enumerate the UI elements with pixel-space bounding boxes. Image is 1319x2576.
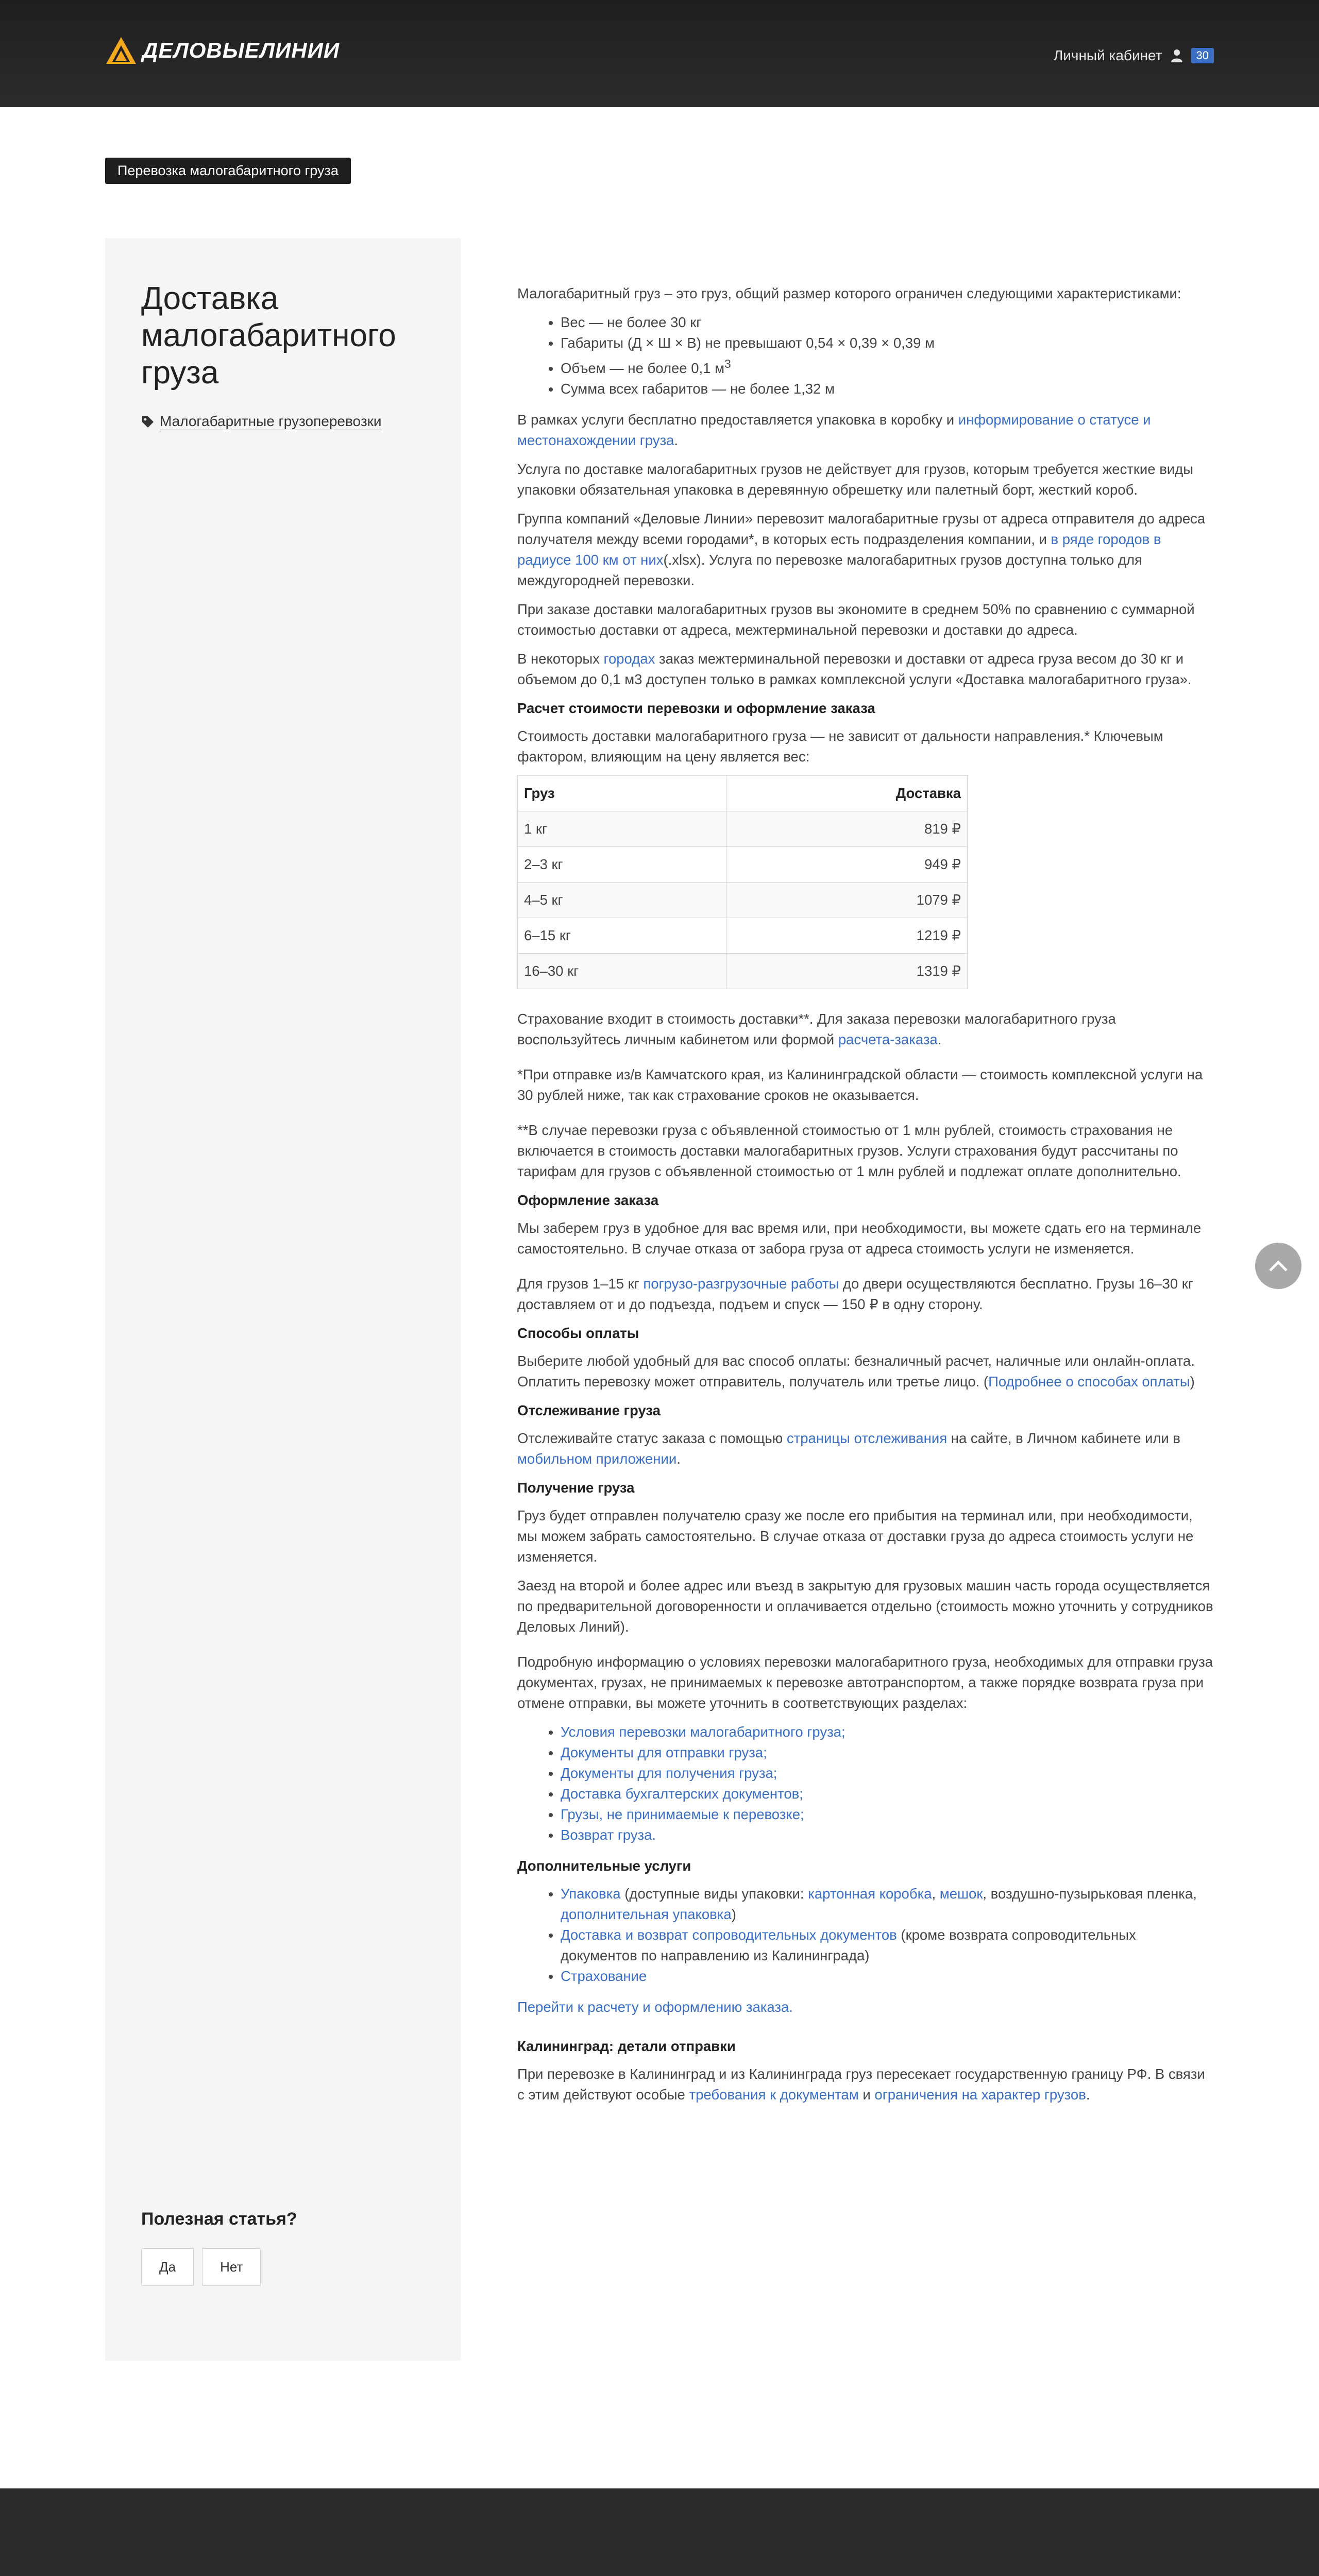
- limits-list: [561, 312, 1214, 399]
- user-icon: [1171, 49, 1183, 62]
- table-row: [518, 954, 968, 989]
- return-link[interactable]: Возврат груза.: [561, 1827, 656, 1843]
- conditions-link[interactable]: Условия перевозки малогабаритного груза;: [561, 1724, 845, 1740]
- table-row: [518, 918, 968, 954]
- section-heading: Дополнительные услуги: [517, 1858, 691, 1874]
- weight-cell: 6–15 кг: [518, 918, 726, 954]
- paragraph: [517, 1274, 1214, 1315]
- text: и: [858, 2087, 875, 2103]
- section-heading: Оформление заказа: [517, 1192, 659, 1209]
- weight-cell: 1 кг: [518, 811, 726, 847]
- site-footer: [0, 2488, 1319, 2576]
- list-item: [561, 1966, 1214, 1987]
- chevron-up-icon: [1268, 1259, 1289, 1273]
- text: В рамках услуги бесплатно предоставляется упаковка в коробку и: [517, 412, 958, 428]
- cabinet-label: Личный кабинет: [1053, 47, 1162, 63]
- section-heading: Расчет стоимости перевозки и оформление заказа: [517, 700, 875, 717]
- superscript: 3: [724, 357, 731, 370]
- accounting-docs-link[interactable]: Доставка бухгалтерских документов;: [561, 1786, 803, 1802]
- limit-item: • Вес — не более 30 кг: [561, 312, 1214, 333]
- useful-title: Полезная статья?: [141, 2209, 297, 2229]
- logo-text: ДЕЛОВЫЕЛИНИИ: [142, 38, 340, 62]
- docs-requirements-link[interactable]: требования к документам: [689, 2087, 859, 2103]
- text: Отслеживайте статус заказа с помощью: [517, 1430, 787, 1447]
- list-item: [561, 1763, 1214, 1784]
- receive-docs-link[interactable]: Документы для получения груза;: [561, 1765, 777, 1782]
- paragraph: [517, 410, 1214, 451]
- text: до двери осуществляются бесплатно. Грузы 16–30 кг доставляем от и до подъезда, подъем и спуск — 150 ₽ в одну сторону.: [517, 1276, 1193, 1313]
- vote-buttons: [141, 2248, 261, 2286]
- text: , воздушно-пузырьковая пленка,: [983, 1886, 1197, 1902]
- weight-cell: 4–5 кг: [518, 883, 726, 918]
- cities-link[interactable]: городах: [603, 651, 655, 667]
- tracking-page-link[interactable]: страницы отслеживания: [786, 1430, 948, 1447]
- related-links-list: [561, 1722, 1214, 1845]
- text: на сайте, в Личном кабинете или в: [947, 1430, 1181, 1447]
- price-table: [517, 775, 968, 989]
- text: При перевозке в Калининград и из Калининграда груз пересекает государственную границу РФ. В связи с этим действуют особые: [517, 2066, 1205, 2103]
- text: В некоторых: [517, 651, 604, 667]
- side-panel: [105, 238, 461, 2361]
- table-header-row: [518, 776, 968, 811]
- paragraph: Мы заберем груз в удобное для вас время или, при необходимости, вы можете сдать его на терминале самостоятельно. В случае отказа от забора груза от адреса стоимость услуги не изменяется.: [517, 1220, 1202, 1257]
- column-header: Доставка: [726, 776, 968, 811]
- price-cell: 949 ₽: [726, 847, 968, 883]
- section-heading: Калининград: детали отправки: [517, 2038, 736, 2055]
- payment-methods-link[interactable]: Подробнее о способах оплаты: [988, 1374, 1190, 1390]
- text: ): [731, 1906, 736, 1923]
- limit-item: • Габариты (Д × Ш × В) не превышают 0,54 × 0,39 × 0,39 м: [561, 333, 1214, 353]
- vote-yes-button[interactable]: Да: [141, 2248, 194, 2286]
- send-docs-link[interactable]: Документы для отправки груза;: [561, 1744, 767, 1761]
- paragraph: [517, 1009, 1214, 1050]
- intro-text: Малогабаритный груз – это груз, общий размер которого ограничен следующими характеристиками:: [517, 285, 1181, 301]
- documents-return-link[interactable]: Доставка и возврат сопроводительных документов: [561, 1927, 897, 1943]
- price-cell: 1219 ₽: [726, 918, 968, 954]
- status-info-link[interactable]: информирование о статусе и местонахождении груза: [517, 412, 1151, 449]
- text: Выберите любой удобный для вас способ оплаты: безналичный расчет, наличные или онлайн-оплата. Оплатить перевозку может отправитель, получатель или третье лицо. (: [517, 1353, 1195, 1390]
- paragraph: [517, 1351, 1214, 1392]
- price-cell: 1319 ₽: [726, 954, 968, 989]
- extra-services-list: [561, 1884, 1214, 1987]
- footnote: **В случае перевозки груза с объявленной стоимостью от 1 млн рублей, стоимость страхования не включается в стоимость доставки малогабаритных грузов. Услуги страхования будут рассчитаны по тарифам для грузов с объявленной стоимостью от 1 млн рублей и подлежат оплате дополнительно.: [517, 1122, 1181, 1180]
- loading-works-link[interactable]: погрузо-разгрузочные работы: [643, 1276, 839, 1292]
- not-accepted-link[interactable]: Грузы, не принимаемые к перевозке;: [561, 1806, 804, 1823]
- packaging-link[interactable]: Упаковка: [561, 1886, 621, 1902]
- tag-icon: [141, 415, 155, 429]
- limit-item: • Сумма всех габаритов — не более 1,32 м: [561, 379, 1214, 399]
- site-header: [0, 0, 1319, 107]
- paragraph: [517, 2064, 1214, 2105]
- paragraph: Стоимость доставки малогабаритного груза — не зависит от дальности направления.* Ключевым фактором, влияющим на цену является вес:: [517, 728, 1163, 765]
- paragraph: Услуга по доставке малогабаритных грузов не действует для грузов, которым требуется жесткие виды упаковки обязательная упаковка в деревянную обрешетку или палетный борт, жесткий короб.: [517, 461, 1193, 498]
- cities-radius-link[interactable]: в ряде городов в радиусе 100 км от них: [517, 531, 1161, 568]
- section-heading: Получение груза: [517, 1480, 635, 1496]
- order-form-link[interactable]: расчета-заказа: [838, 1031, 938, 1048]
- go-to-calc-link[interactable]: Перейти к расчету и оформлению заказа.: [517, 1999, 793, 2015]
- list-item: [561, 1784, 1214, 1804]
- paragraph: [517, 1997, 1214, 2018]
- bag-link[interactable]: мешок: [939, 1886, 983, 1902]
- price-cell: 819 ₽: [726, 811, 968, 847]
- limit-item: [561, 353, 1214, 379]
- carton-box-link[interactable]: картонная коробка: [808, 1886, 932, 1902]
- personal-cabinet-link[interactable]: [1054, 47, 1214, 64]
- text: ,: [932, 1886, 940, 1902]
- text: .: [677, 1451, 681, 1467]
- column-header: Груз: [518, 776, 726, 811]
- paragraph: [517, 649, 1214, 690]
- list-item: [561, 1722, 1214, 1742]
- category-tag-label: Малогабаритные грузоперевозки: [160, 413, 382, 429]
- text: .: [674, 432, 679, 449]
- list-item: [561, 1742, 1214, 1763]
- insurance-link[interactable]: Страхование: [561, 1968, 647, 1985]
- cargo-restrictions-link[interactable]: ограничения на характер грузов: [874, 2087, 1086, 2103]
- mobile-app-link[interactable]: мобильном приложении: [517, 1451, 677, 1467]
- list-item: [561, 1825, 1214, 1845]
- text: .: [937, 1031, 942, 1048]
- paragraph: Груз будет отправлен получателю сразу же после его прибытия на терминал или, при необходимости, мы можем забрать самостоятельно. В случае отказа от доставки груза до адреса стоимость услуги не изменяется.: [517, 1507, 1194, 1565]
- weight-cell: 2–3 кг: [518, 847, 726, 883]
- list-item: [561, 1925, 1214, 1966]
- logo-mark-icon: [105, 36, 137, 65]
- paragraph: Заезд на второй и более адрес или въезд в закрытую для грузовых машин часть города осуществляется по предварительной договоренности и оплачивается отдельно (стоимость можно уточнить у сотрудников Деловых Линий).: [517, 1578, 1213, 1635]
- footnote: *При отправке из/в Камчатского края, из Калининградской области — стоимость комплексной услуги на 30 рублей ниже, так как страхование сроков не оказывается.: [517, 1066, 1203, 1104]
- text: (.xlsx). Услуга по перевозке малогабаритных грузов доступна только для междугородней перевозки.: [517, 552, 1142, 589]
- scroll-to-top-button[interactable]: [1255, 1243, 1301, 1289]
- breadcrumb[interactable]: Перевозка малогабаритного груза: [105, 158, 351, 184]
- cabinet-badge: 30: [1191, 48, 1214, 63]
- table-row: [518, 847, 968, 883]
- table-row: [518, 811, 968, 847]
- text: Для грузов 1–15 кг: [517, 1276, 644, 1292]
- paragraph: При заказе доставки малогабаритных грузов вы экономите в среднем 50% по сравнению с суммарной стоимостью доставки от адреса, межтерминальной перевозки и доставки до адреса.: [517, 601, 1195, 638]
- paragraph: [517, 509, 1214, 591]
- text: (доступные виды упаковки:: [620, 1886, 808, 1902]
- extra-packaging-link[interactable]: дополнительная упаковка: [561, 1906, 732, 1923]
- limit-text: Объем — не более 0,1 м: [561, 360, 725, 377]
- table-row: [518, 883, 968, 918]
- paragraph: [517, 1428, 1214, 1469]
- paragraph: Подробную информацию о условиях перевозки малогабаритного груза, необходимых для отправки груза документах, грузах, не принимаемых к перевозке автотранспортом, а также порядке возврата груза при отмене отправки, вы можете уточнить в соответствующих разделах:: [517, 1654, 1213, 1711]
- section-heading: Отслеживание груза: [517, 1402, 661, 1419]
- article-body: [517, 283, 1214, 2113]
- vote-no-button[interactable]: Нет: [202, 2248, 261, 2286]
- price-cell: 1079 ₽: [726, 883, 968, 918]
- list-item: [561, 1804, 1214, 1825]
- text: заказ межтерминальной перевозки и доставки от адреса груза весом до 30 кг и объемом до 0,1 м3 доступен только в рамках комплексной услуги «Доставка малогабаритного груза».: [517, 651, 1192, 688]
- text: Страхование входит в стоимость доставки**. Для заказа перевозки малогабаритного груза воспользуйтесь личным кабинетом или формой: [517, 1011, 1116, 1048]
- text: (кроме возврата сопроводительных документов по направлению из Калининграда): [561, 1927, 1136, 1964]
- logo[interactable]: [105, 36, 340, 65]
- page-title: Доставка малогабаритного груза: [141, 281, 396, 391]
- weight-cell: 16–30 кг: [518, 954, 726, 989]
- text: .: [1086, 2087, 1090, 2103]
- text: ): [1190, 1374, 1195, 1390]
- category-tag[interactable]: [141, 413, 382, 430]
- section-heading: Способы оплаты: [517, 1325, 639, 1342]
- list-item: [561, 1884, 1214, 1925]
- text: Группа компаний «Деловые Линии» перевозит малогабаритные грузы от адреса отправителя до адреса получателя между всеми городами*, в которых есть подразделения компании, и: [517, 511, 1206, 548]
